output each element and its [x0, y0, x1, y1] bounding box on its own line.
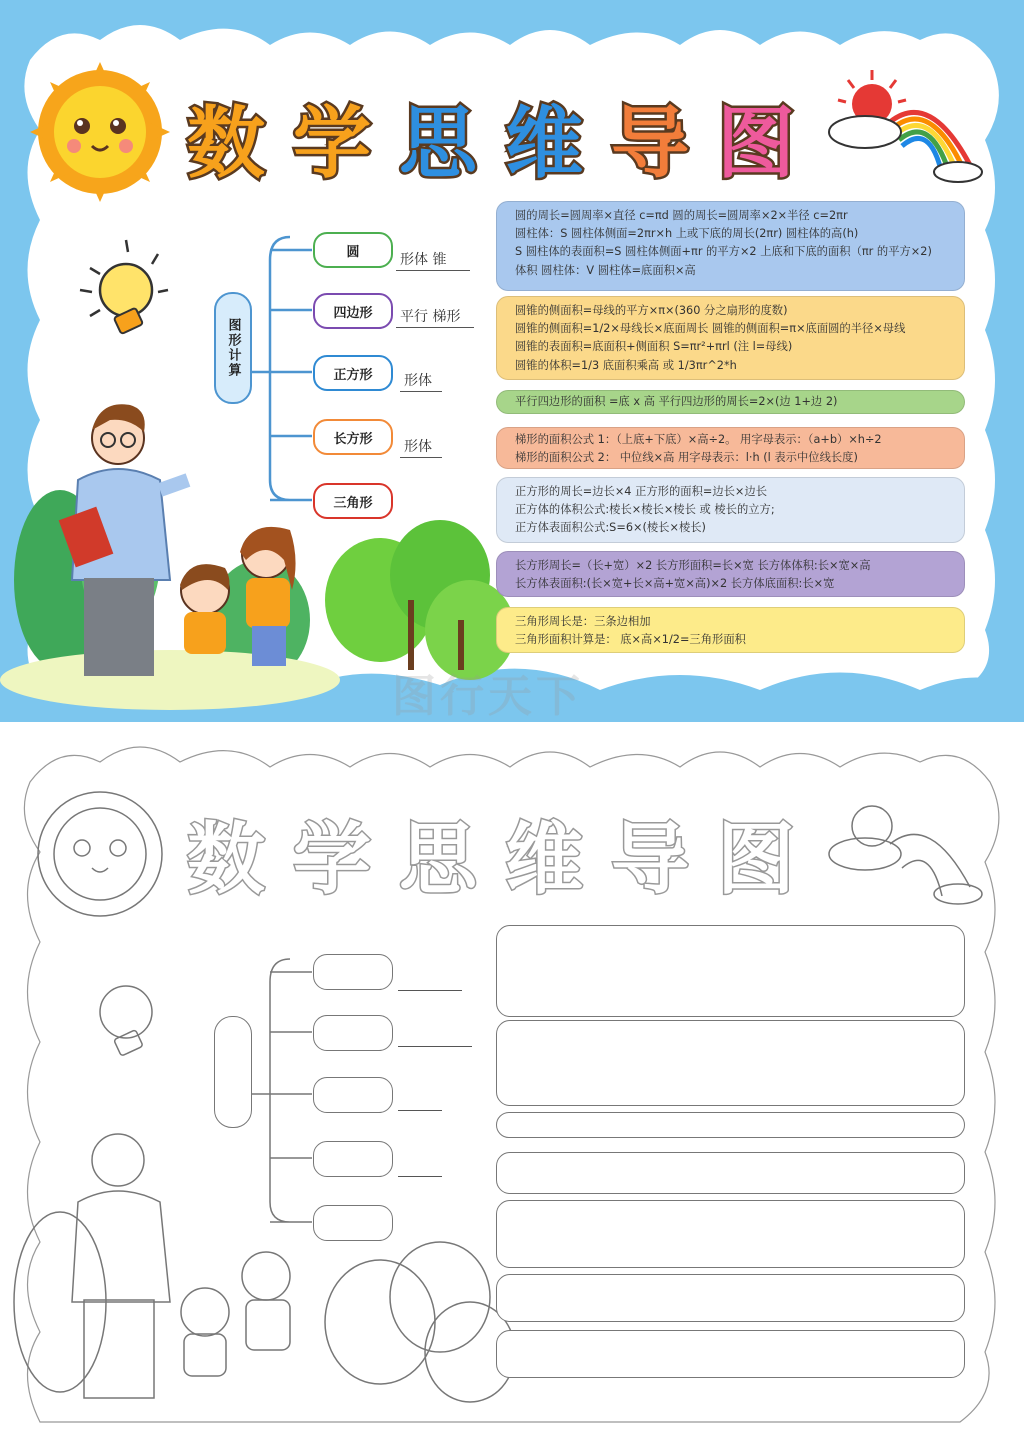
mindmap-note-rectangle: 形体 [400, 436, 442, 458]
outline-title-char: 学 [292, 815, 371, 905]
formula-box-rectangle [496, 551, 965, 597]
watermark: 图行天下 [392, 671, 584, 722]
outline-title-char: 思 [398, 815, 477, 905]
title-char: 图 [716, 99, 795, 189]
outline-title-char: 图 [716, 815, 795, 905]
formula-line: 梯形的面积公式 2： 中位线×高 用字母表示：l·h (l 表示中位线长度) [515, 451, 858, 465]
outline-box [496, 1200, 965, 1268]
outline-note-line [398, 990, 462, 991]
outline-mindmap-node [313, 1205, 393, 1241]
colored-poster [0, 0, 1024, 722]
outline-title-char: 维 [504, 815, 583, 905]
outline-note-line [398, 1176, 442, 1177]
mindmap-note-quadrilateral: 平行 梯形 [396, 306, 474, 328]
mindmap-root: 图形计算 [214, 292, 252, 404]
formula-box-cone [496, 296, 965, 380]
outline-root-node [214, 1016, 252, 1128]
outline-mindmap-node [313, 1077, 393, 1113]
formula-line: 圆锥的表面积=底面积+侧面积 S=πr²+πrl (注 l=母线) [515, 340, 793, 354]
mindmap-node-triangle: 三角形 [313, 483, 393, 519]
formula-box-circle [496, 201, 965, 291]
mindmap-note-circle: 形体 锥 [396, 249, 470, 271]
formula-line: 圆的周长=圆周率×直径 c=πd 圆的周长=圆周率×2×半径 c=2πr [515, 209, 848, 222]
outline-box [496, 925, 965, 1017]
outline-note-line [398, 1110, 442, 1111]
formula-line: 长方体表面积:(长×宽+长×高+宽×高)×2 长方体底面积:长×宽 [515, 577, 835, 591]
outline-box [496, 1020, 965, 1106]
formula-box-triangle [496, 607, 965, 653]
mindmap-note-square: 形体 [400, 370, 442, 392]
outline-mindmap-node [313, 954, 393, 990]
formula-line: 长方形周长=（长+宽）×2 长方形面积=长×宽 长方体体积:长×宽×高 [515, 559, 871, 572]
formula-line: 梯形的面积公式 1：（上底+下底）×高÷2。 用字母表示：（a+b）×h÷2 [515, 433, 882, 446]
outline-title [176, 812, 806, 908]
formula-line: 正方形的周长=边长×4 正方形的面积=边长×边长 [515, 485, 767, 498]
title-char: 导 [610, 99, 689, 189]
mindmap-node-rectangle: 长方形 [313, 419, 393, 455]
formula-box-square [496, 477, 965, 543]
formula-line: 体积 圆柱体：V 圆柱体=底面积×高 [515, 263, 696, 277]
formula-line: 平行四边形的面积 =底 x 高 平行四边形的周长=2×(边 1+边 2) [515, 395, 838, 408]
formula-box-parallelogram [496, 390, 965, 414]
formula-line: 正方体的体积公式:棱长×棱长×棱长 或 棱长的立方; [515, 503, 775, 517]
title-char: 学 [292, 99, 371, 189]
mindmap-node-square: 正方形 [313, 355, 393, 391]
formula-line: 圆锥的侧面积=1/2×母线长×底面周长 圆锥的侧面积=π×底面圆的半径×母线 [515, 322, 906, 336]
outline-box [496, 1112, 965, 1138]
outline-title-char: 数 [186, 815, 265, 905]
outline-title-char: 导 [610, 815, 689, 905]
formula-line: 圆锥的侧面积=母线的平方×π×(360 分之扇形的度数) [515, 304, 788, 317]
formula-line: 圆锥的体积=1/3 底面积乘高 或 1/3πr^2*h [515, 358, 737, 372]
formula-line: 三角形面积计算是： 底×高×1/2=三角形面积 [515, 633, 746, 647]
mindmap-node-quadrilateral: 四边形 [313, 293, 393, 329]
formula-line: 圆柱体：S 圆柱体侧面=2πr×h 上或下底的周长(2πr) 圆柱体的高(h) [515, 227, 859, 241]
outline-mindmap-node [313, 1141, 393, 1177]
title-char: 维 [504, 99, 583, 189]
formula-line: 三角形周长是：三条边相加 [515, 615, 651, 628]
formula-box-trapezoid [496, 427, 965, 469]
outline-mindmap-node [313, 1015, 393, 1051]
outline-poster [0, 722, 1024, 1448]
outline-box [496, 1330, 965, 1378]
formula-line: S 圆柱体的表面积=S 圆柱体侧面+πr 的平方×2 上底和下底的面积（πr 的平方×2) [515, 245, 932, 259]
mindmap-node-circle: 圆 [313, 232, 393, 268]
outline-box [496, 1152, 965, 1194]
title-char: 数 [186, 99, 265, 189]
outline-box [496, 1274, 965, 1322]
formula-line: 正方体表面积公式:S=6×(棱长×棱长) [515, 521, 706, 535]
title-char: 思 [398, 99, 477, 189]
outline-note-line [398, 1046, 472, 1047]
